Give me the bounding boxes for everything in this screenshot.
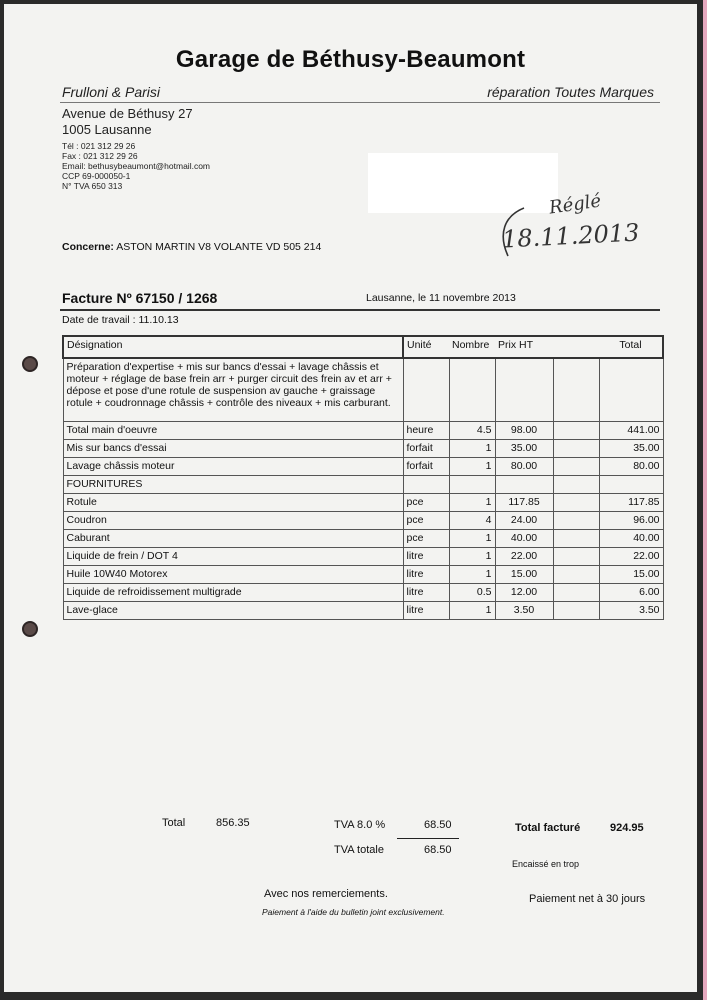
item-unit [403,476,449,494]
item-designation: Caburant [63,530,403,548]
item-total: 441.00 [599,422,663,440]
item-unit: pce [403,530,449,548]
table-row [63,494,663,512]
item-total: 96.00 [599,512,663,530]
item-price: 35.00 [495,440,553,458]
item-blank [553,512,599,530]
tagline: réparation Toutes Marques [487,84,654,100]
item-designation: Liquide de frein / DOT 4 [63,548,403,566]
item-total: 40.00 [599,530,663,548]
tva-label: TVA 8.0 % [334,819,386,831]
concerne-line [62,241,321,253]
item-quantity: 4 [449,512,495,530]
item-unit: forfait [403,440,449,458]
item-total: 35.00 [599,440,663,458]
item-total: 3.50 [599,602,663,620]
invoice-date: Lausanne, le 11 novembre 2013 [366,292,516,304]
payment-note: Paiement à l'aide du bulletin joint exclusivement. [262,907,445,917]
header-price: Prix HT [495,336,553,358]
punch-hole-bottom [22,621,38,637]
payment-terms: Paiement net à 30 jours [529,893,646,905]
item-designation: Huile 10W40 Motorex [63,566,403,584]
item-price: 117.85 [495,494,553,512]
table-row [63,458,663,476]
header-quantity: Nombre [449,336,495,358]
item-price: 3.50 [495,602,553,620]
item-blank [553,602,599,620]
total-facture-label: Total facturé [515,822,581,834]
item-price: 22.00 [495,548,553,566]
table-row [63,440,663,458]
header-blank [553,336,599,358]
item-price: 40.00 [495,530,553,548]
item-quantity: 1 [449,494,495,512]
item-total: 22.00 [599,548,663,566]
item-designation: Coudron [63,512,403,530]
item-designation: Total main d'oeuvre [63,422,403,440]
item-blank [553,494,599,512]
item-unit: litre [403,566,449,584]
item-designation: Liquide de refroidissement multigrade [63,584,403,602]
punch-hole-top [22,356,38,372]
item-designation: FOURNITURES [63,476,403,494]
item-price: 12.00 [495,584,553,602]
invoice-number: Facture Nº 67150 / 1268 [62,290,218,306]
item-price: 80.00 [495,458,553,476]
item-blank [553,566,599,584]
item-unit: litre [403,548,449,566]
item-quantity: 4.5 [449,422,495,440]
item-price [495,476,553,494]
work-description: Préparation d'expertise + mis sur bancs d'essai + lavage châssis et moteur + réglage de base frein arr + purger circuit des frein av et arr + dépose et pose d'une rotule de suspension av gauche + graissage rotule + coudronnage châssis + contrôle des niveaux + mis carburant. [63,358,403,422]
owners-name: Frulloni & Parisi [62,84,161,100]
address-city: 1005 Lausanne [62,122,152,137]
item-unit: heure [403,422,449,440]
encaisse-note: Encaissé en trop [512,859,580,869]
item-blank [553,584,599,602]
paid-stamp-date: 18.11.2013 [501,218,641,254]
thanks-text: Avec nos remerciements. [264,888,388,900]
table-header-row [63,336,663,358]
tva-underline [397,838,459,839]
item-total: 15.00 [599,566,663,584]
item-blank [553,476,599,494]
item-unit: litre [403,584,449,602]
paid-stamp-word: Réglé [547,190,603,219]
table-row [63,476,663,494]
invoice-table [62,335,664,620]
ccp-number: CCP 69-000050-1 [62,171,131,181]
phone-number: Tél : 021 312 29 26 [62,141,136,151]
fax-number: Fax : 021 312 29 26 [62,151,138,161]
item-quantity: 1 [449,440,495,458]
address-street: Avenue de Béthusy 27 [62,106,193,121]
table-row [63,548,663,566]
page-edge [703,0,707,1000]
item-total [599,476,663,494]
item-quantity: 1 [449,602,495,620]
concerne-value: ASTON MARTIN V8 VOLANTE VD 505 214 [116,241,322,253]
item-unit: litre [403,602,449,620]
item-quantity: 1 [449,566,495,584]
tva-number: N° TVA 650 313 [62,181,123,191]
item-designation: Lavage châssis moteur [63,458,403,476]
header-divider [60,102,660,103]
tva-total-value: 68.50 [424,844,452,856]
tva-value: 68.50 [424,819,452,831]
description-row [63,358,663,422]
invoice-page [4,4,697,992]
item-price: 24.00 [495,512,553,530]
item-quantity: 1 [449,530,495,548]
item-unit: pce [403,494,449,512]
header-designation: Désignation [63,336,403,358]
table-row [63,512,663,530]
stamp-bracket [494,204,534,264]
work-date: Date de travail : 11.10.13 [62,314,179,326]
item-blank [553,422,599,440]
concerne-label: Concerne: [62,241,114,253]
table-row [63,584,663,602]
table-row [63,602,663,620]
item-total: 80.00 [599,458,663,476]
table-row [63,422,663,440]
item-quantity: 1 [449,548,495,566]
header-unit: Unité [403,336,449,358]
invoice-divider [60,309,660,311]
item-blank [553,440,599,458]
item-price: 15.00 [495,566,553,584]
item-designation: Lave-glace [63,602,403,620]
item-quantity [449,476,495,494]
item-quantity: 1 [449,458,495,476]
header-total: Total [599,336,663,358]
item-blank [553,548,599,566]
total-label: Total [162,817,186,829]
item-blank [553,458,599,476]
table-row [63,530,663,548]
item-total: 6.00 [599,584,663,602]
item-total: 117.85 [599,494,663,512]
item-designation: Mis sur bancs d'essai [63,440,403,458]
item-quantity: 0.5 [449,584,495,602]
total-value: 856.35 [216,817,250,829]
company-name: Garage de Béthusy-Beaumont [175,46,526,73]
item-price: 98.00 [495,422,553,440]
email-address: Email: bethusybeaumont@hotmail.com [62,161,211,171]
contact-block [62,141,210,191]
item-unit: pce [403,512,449,530]
table-row [63,566,663,584]
tva-total-label: TVA totale [334,844,384,856]
item-designation: Rotule [63,494,403,512]
item-blank [553,530,599,548]
total-facture-value: 924.95 [610,822,644,834]
item-unit: forfait [403,458,449,476]
